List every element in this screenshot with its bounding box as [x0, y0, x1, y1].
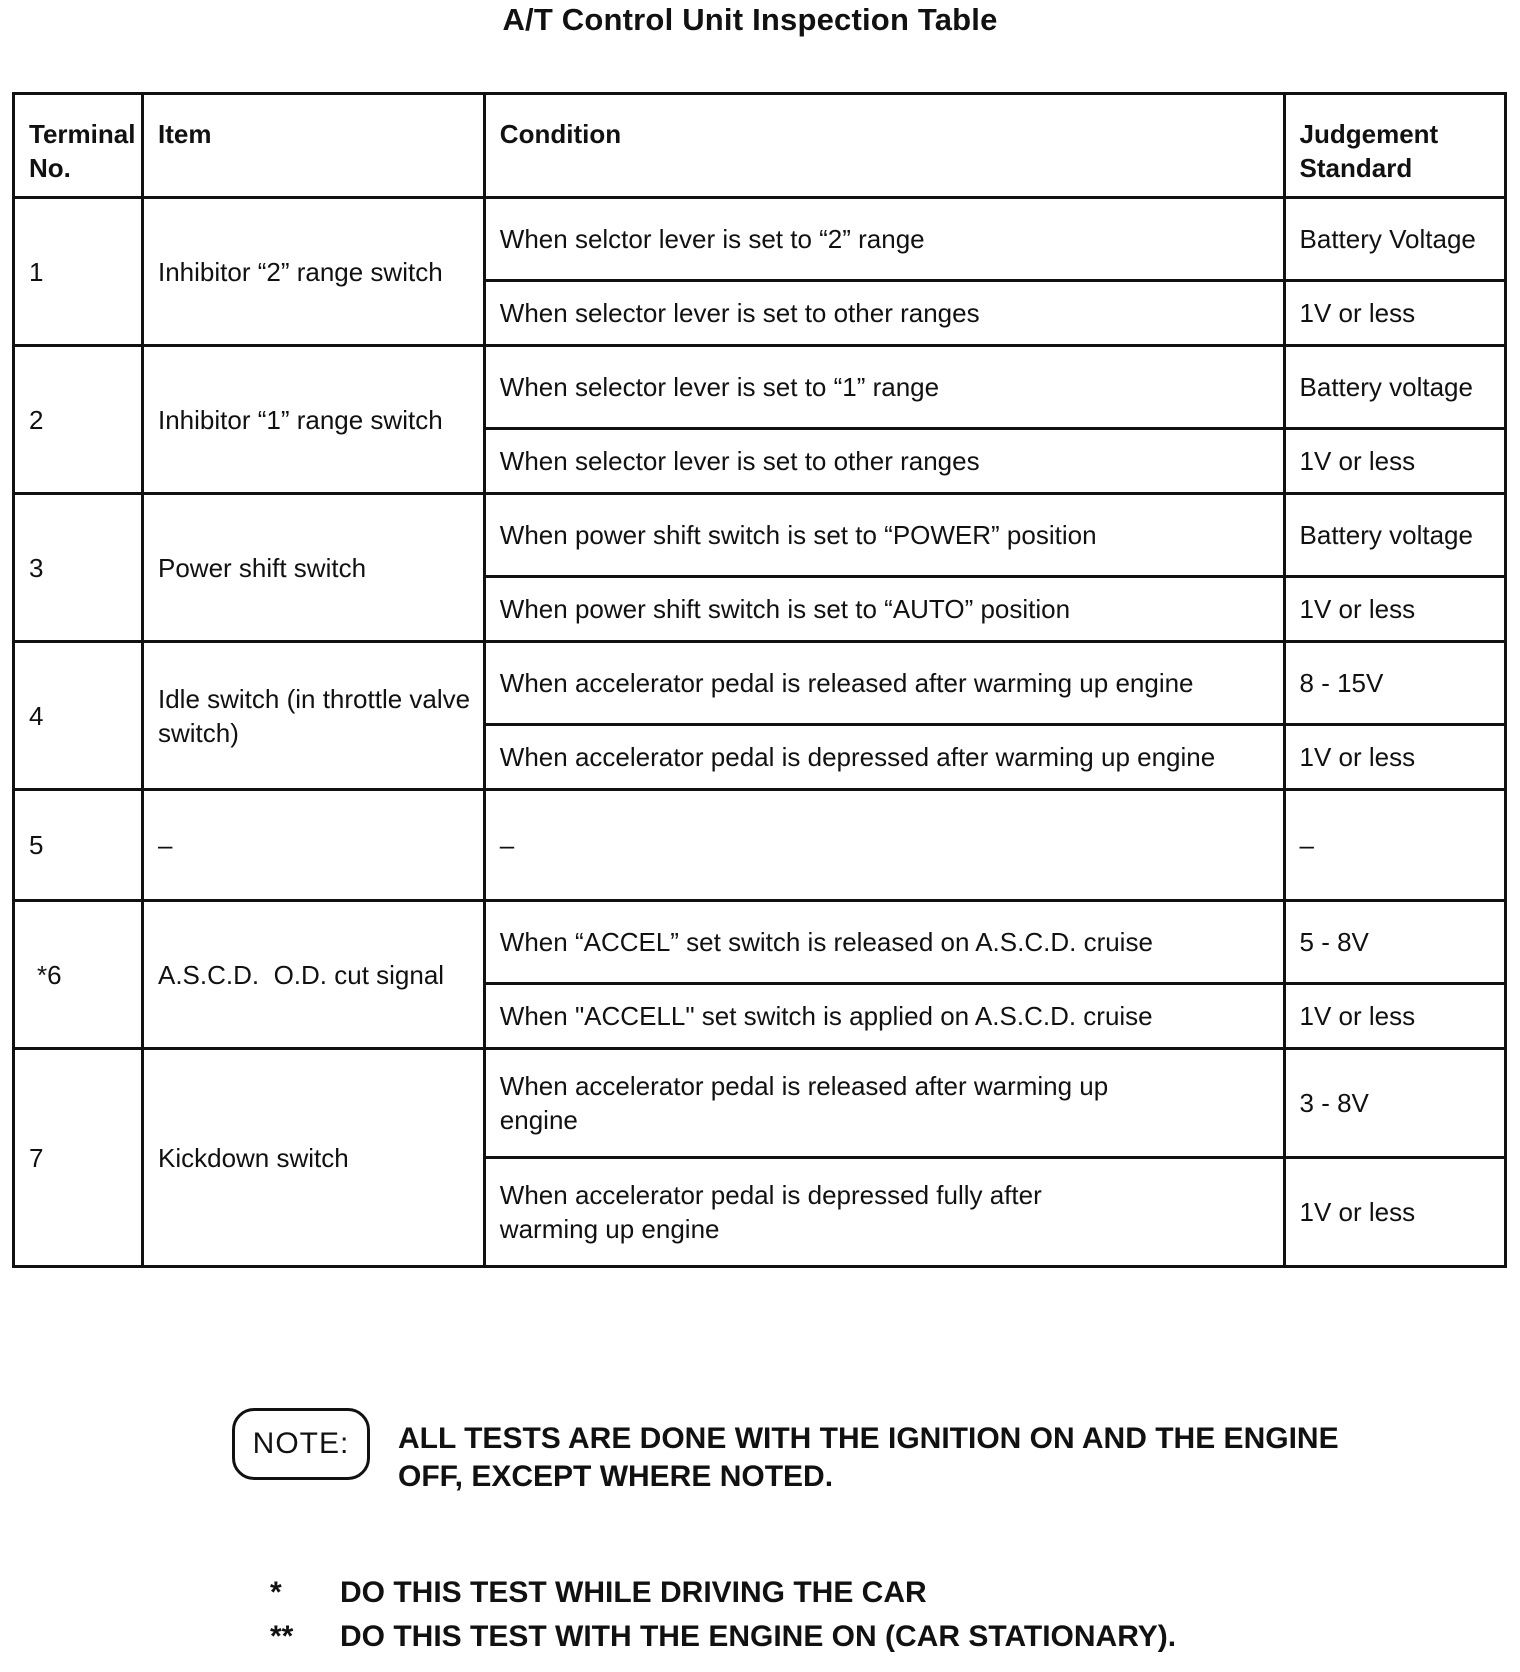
judgement-cell: – — [1284, 790, 1505, 901]
header-judgement: Judgement Standard — [1284, 94, 1505, 198]
condition-cell: – — [484, 790, 1284, 901]
judgement-cell: 1V or less — [1284, 1158, 1505, 1267]
condition-cell: When accelerator pedal is released after warming up engine — [484, 1049, 1284, 1158]
table-row — [14, 790, 1506, 901]
judgement-cell: Battery voltage — [1284, 494, 1505, 577]
judgement-cell: 1V or less — [1284, 281, 1505, 346]
table-row — [14, 346, 1506, 429]
footnote-text: DO THIS TEST WHILE DRIVING THE CAR — [340, 1576, 927, 1609]
judgement-cell: Battery voltage — [1284, 346, 1505, 429]
judgement-cell: 1V or less — [1284, 984, 1505, 1049]
table-row — [14, 1049, 1506, 1158]
judgement-cell: Battery Voltage — [1284, 198, 1505, 281]
condition-cell: When “ACCEL” set switch is released on A.S.C.D. cruise — [484, 901, 1284, 984]
note-badge: NOTE: — [232, 1408, 370, 1480]
item-name: Inhibitor “1” range switch — [142, 346, 484, 494]
item-name: Kickdown switch — [142, 1049, 484, 1267]
terminal-number: 2 — [14, 346, 143, 494]
page-title: A/T Control Unit Inspection Table — [502, 2, 998, 37]
footnote — [270, 1620, 1176, 1654]
terminal-number: 4 — [14, 642, 143, 790]
terminal-number: 7 — [14, 1049, 143, 1267]
condition-cell: When selector lever is set to other ranges — [484, 429, 1284, 494]
table-row — [14, 198, 1506, 281]
judgement-cell: 5 - 8V — [1284, 901, 1505, 984]
condition-cell: When power shift switch is set to “AUTO” position — [484, 577, 1284, 642]
judgement-cell: 1V or less — [1284, 429, 1505, 494]
item-name: A.S.C.D. O.D. cut signal — [142, 901, 484, 1049]
footnote-mark: * — [270, 1576, 282, 1609]
terminal-number: 3 — [14, 494, 143, 642]
condition-cell: When accelerator pedal is depressed fully after warming up engine — [484, 1158, 1284, 1267]
condition-cell: When selector lever is set to “1” range — [484, 346, 1284, 429]
item-name: – — [142, 790, 484, 901]
table-header-row — [14, 94, 1506, 198]
condition-cell: When selector lever is set to other ranges — [484, 281, 1284, 346]
table-row — [14, 901, 1506, 984]
terminal-number: 1 — [14, 198, 143, 346]
condition-cell: When selctor lever is set to “2” range — [484, 198, 1284, 281]
note-text: ALL TESTS ARE DONE WITH THE IGNITION ON AND THE ENGINE OFF, EXCEPT WHERE NOTED. — [398, 1422, 1339, 1493]
item-name: Idle switch (in throttle valve switch) — [142, 642, 484, 790]
terminal-number: 5 — [14, 790, 143, 901]
table-row — [14, 642, 1506, 725]
footnote-mark: ** — [270, 1620, 294, 1653]
footnote-text: DO THIS TEST WITH THE ENGINE ON (CAR STATIONARY). — [340, 1620, 1177, 1653]
header-terminal: Terminal No. — [14, 94, 143, 198]
inspection-table — [12, 92, 1507, 1268]
judgement-cell: 8 - 15V — [1284, 642, 1505, 725]
judgement-cell: 1V or less — [1284, 577, 1505, 642]
judgement-cell: 1V or less — [1284, 725, 1505, 790]
condition-cell: When power shift switch is set to “POWER” position — [484, 494, 1284, 577]
condition-cell: When "ACCELL" set switch is applied on A.S.C.D. cruise — [484, 984, 1284, 1049]
condition-cell: When accelerator pedal is released after warming up engine — [484, 642, 1284, 725]
item-name: Inhibitor “2” range switch — [142, 198, 484, 346]
item-name: Power shift switch — [142, 494, 484, 642]
condition-cell: When accelerator pedal is depressed after warming up engine — [484, 725, 1284, 790]
header-condition: Condition — [484, 94, 1284, 198]
footnote — [270, 1576, 927, 1610]
header-item: Item — [142, 94, 484, 198]
terminal-number: *6 — [14, 901, 143, 1049]
table-row — [14, 494, 1506, 577]
judgement-cell: 3 - 8V — [1284, 1049, 1505, 1158]
